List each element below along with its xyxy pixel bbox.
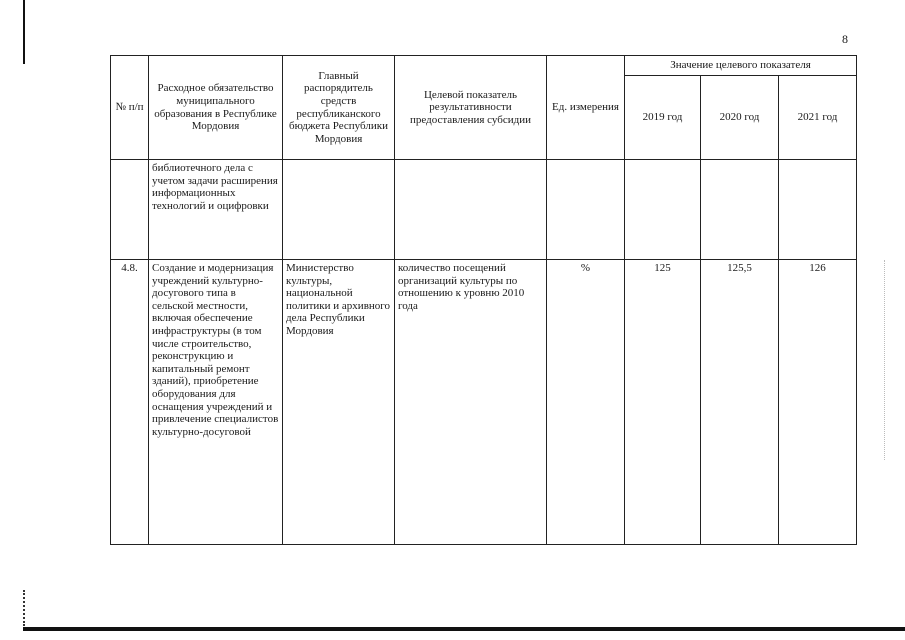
header-target-group: Значение целевого показателя xyxy=(625,56,857,76)
header-year-2020: 2020 год xyxy=(701,76,779,160)
scan-noise-left xyxy=(23,590,27,626)
cell-value-2021 xyxy=(779,160,857,260)
target-indicators-table xyxy=(110,55,857,545)
cell-obligation: Создание и модернизация учреждений культурно-досугового типа в сельской местности, включая обеспечение инфраструктуры (в том числе строительство, реконструкцию и капитальный ремонт зданий), приобретение оборудования для оснащения учреждений и привлечение специалистов культурно-досуговой xyxy=(149,260,283,545)
cell-value-2019: 125 xyxy=(625,260,701,545)
cell-obligation: библиотечного дела с учетом задачи расширения информационных технологий и оцифровки xyxy=(149,160,283,260)
header-indicator: Целевой показатель результативности предоставления субсидии xyxy=(395,56,547,160)
cell-value-2020: 125,5 xyxy=(701,260,779,545)
cell-value-2020 xyxy=(701,160,779,260)
cell-unit xyxy=(547,160,625,260)
cell-distributor xyxy=(283,160,395,260)
header-year-2019: 2019 год xyxy=(625,76,701,160)
cell-num: 4.8. xyxy=(111,260,149,545)
cell-indicator xyxy=(395,160,547,260)
scan-border-left xyxy=(23,0,25,64)
page-number: 8 xyxy=(842,32,848,46)
header-year-2021: 2021 год xyxy=(779,76,857,160)
cell-num xyxy=(111,160,149,260)
scan-border-bottom xyxy=(23,627,905,631)
header-obligation: Расходное обязательство муниципального образования в Республике Мордовия xyxy=(149,56,283,160)
cell-indicator: количество посещений организаций культуры по отношению к уровню 2010 года xyxy=(395,260,547,545)
scan-noise-right xyxy=(884,260,886,460)
table-row-continuation xyxy=(111,160,857,260)
cell-value-2021: 126 xyxy=(779,260,857,545)
cell-unit: % xyxy=(547,260,625,545)
cell-distributor: Министерство культуры, национальной политики и архивного дела Республики Мордовия xyxy=(283,260,395,545)
header-distributor: Главный распорядитель средств республиканского бюджета Республики Мордовия xyxy=(283,56,395,160)
header-row-1 xyxy=(111,56,857,76)
header-num: № п/п xyxy=(111,56,149,160)
header-unit: Ед. измерения xyxy=(547,56,625,160)
cell-value-2019 xyxy=(625,160,701,260)
table-row xyxy=(111,260,857,545)
